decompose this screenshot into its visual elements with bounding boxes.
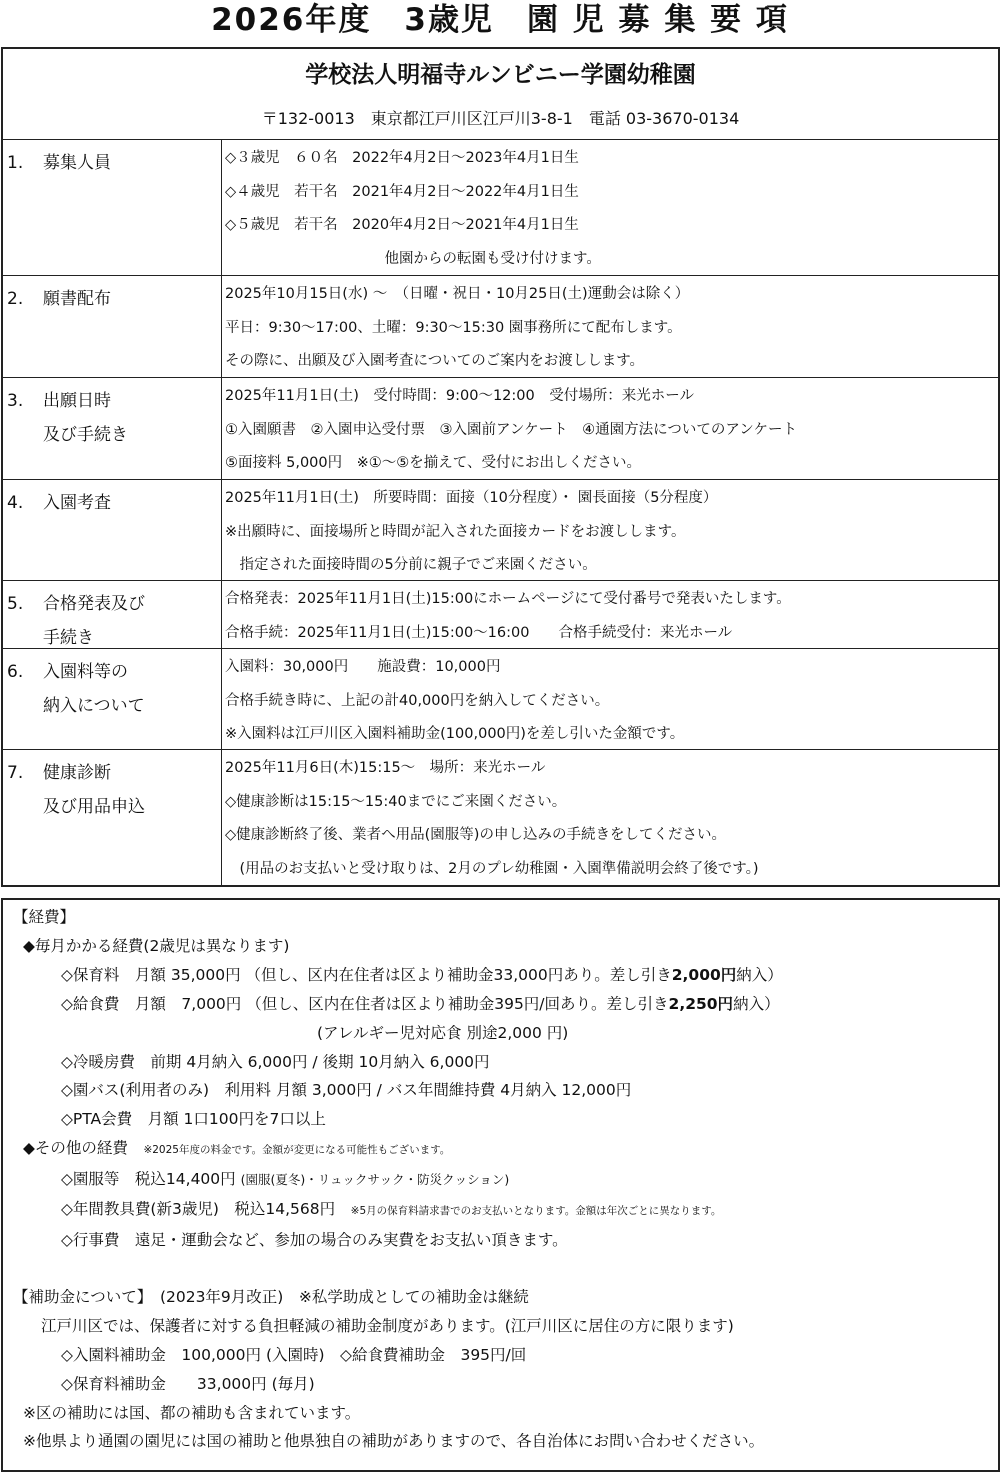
subsidy-line-2: ◇保育料補助金 33,000円 (毎月) [61,1374,315,1393]
school-address: 〒132-0013 東京都江戸川区江戸川3-8-1 電話 03-3670-0134 [261,109,740,128]
section-number: 1. [7,153,24,173]
page-title: 2026年度 3歳児 園 児 募 集 要 項 [211,2,789,38]
monthly-expenses-title: ◆毎月かかる経費(2歳児は異なります) [23,936,290,955]
section-label: 願書配布 [43,289,111,309]
section-content: 2025年11月6日(木)15:15～ 場所：来光ホール ◇健康診断は15:15～15:40までにご来園ください。 ◇健康診断終了後、業者へ用品(園服等)の申し込みの手続きをしてください。 (用品のお支払いと受け取りは、2月のプレ幼稚園・入園準備説明会終了後です。) [225,760,759,877]
section-label: 合格発表及び 手続き [43,594,145,648]
other-expenses-title: ◆その他の経費 ※2025年度の料金です。金額が変更になる可能性もございます。 [23,1139,451,1158]
section-recruitment [3,140,998,276]
section-number: 2. [7,289,24,309]
school-name: 学校法人明福寺ルンビニー学園幼稚園 [305,62,696,88]
heating-fee-line: ◇冷暖房費 前期 4月納入 6,000円 / 後期 10月納入 6,000円 [61,1052,490,1071]
admission-table [1,47,1000,887]
subsidy-title: 【補助金について】 (2023年9月改正) ※私学助成としての補助金は継続 [13,1287,529,1306]
section-label: 出願日時 及び手続き [43,391,128,445]
pta-fee-line: ◇PTA会費 月額 1口100円を7口以上 [61,1110,326,1129]
lunch-fee-line: ◇給食費 月額 7,000円 （但し、区内在住者は区より補助金395円/回あり。差し引き2,250円納入） [61,994,780,1013]
section-entrance-exam [3,480,998,581]
materials-fee-line: ◇年間教具費(新3歳児) 税込14,568円 ※5月の保育料請求書でのお支払いとなります。金額は年次ごとに異なります。 [61,1200,722,1219]
tuition-line: ◇保育料 月額 35,000円 （但し、区内在住者は区より補助金33,000円あり。差し引き2,000円納入） [61,965,783,984]
subsidy-note-1: ※区の補助には国、都の補助も含まれています。 [23,1403,361,1422]
section-content: 入園料：30,000円 施設費：10,000円 合格手続き時に、上記の計40,000円を納入してください。 ※入園料は江戸川区入園料補助金(100,000円)を差し引いた金額です。 [225,659,685,742]
section-number: 3. [7,391,24,411]
section-number: 6. [7,662,24,682]
subsidy-line-1: ◇入園料補助金 100,000円 (入園時) ◇給食費補助金 395円/回 [61,1345,527,1364]
section-label: 入園料等の 納入について [43,662,145,716]
section-content: 2025年11月1日(土) 所要時間：面接（10分程度）・ 園長面接（5分程度） ※出願時に、面接場所と時間が記入された面接カードをお渡しします。 指定された面接時間の5分前に親子でご来園ください。 [225,490,718,573]
section-label: 入園考査 [43,493,111,513]
uniform-fee-line: ◇園服等 税込14,400円 (園服(夏冬)・リュックサック・防災クッション) [61,1170,510,1189]
section-content: 合格発表：2025年11月1日(土)15:00にホームページにて受付番号で発表いたします。 合格手続：2025年11月1日(土)15:00～16:00 合格手続受付：来光ホール [225,591,791,641]
bus-fee-line: ◇園バス(利用者のみ) 利用料 月額 3,000円 / バス年間維持費 4月納入 12,000円 [61,1081,632,1100]
school-header [3,49,998,140]
event-fee-line: ◇行事費 遠足・運動会など、参加の場合のみ実費をお支払い頂きます。 [61,1230,568,1249]
section-health-check [3,750,998,885]
expenses-box [1,898,1000,1472]
allergy-note: (アレルギー児対応食 別途2,000 円) [317,1023,569,1042]
subsidy-intro: 江戸川区では、保護者に対する負担軽減の補助金制度があります。(江戸川区に居住の方に限ります) [41,1316,734,1335]
section-label: 健康診断 及び用品申込 [43,763,145,817]
section-application-distribution [3,276,998,378]
expenses-header: 【経費】 [13,908,76,926]
section-number: 4. [7,493,24,513]
section-content: 2025年10月15日(水) ～ （日曜・祝日・10月25日(土)運動会は除く） 平日：9:30～17:00、土曜：9:30～15:30 園事務所にて配布します。 その際に、出願及び入園考査についてのご案内をお渡しします。 [225,286,690,369]
subsidy-note-2: ※他県より通園の園児には国の補助と他県独自の補助がありますので、各自治体にお問い合わせください。 [23,1432,765,1451]
section-results [3,581,998,649]
section-content: ◇３歳児 ６０名 2022年4月2日～2023年4月1日生 ◇４歳児 若干名 2021年4月2日～2022年4月1日生 ◇５歳児 若干名 2020年4月2日～2021年4月1日生 他園からの転園も受け付けます。 [225,150,601,267]
section-application-procedure [3,378,998,480]
section-fees [3,649,998,750]
section-label: 募集人員 [43,153,111,173]
section-content: 2025年11月1日(土) 受付時間：9:00～12:00 受付場所：来光ホール ①入園願書 ②入園申込受付票 ③入園前アンケート ④通園方法についてのアンケート ⑤面接料 5,000円 ※①～⑤を揃えて、受付にお出しください。 [225,388,797,471]
section-number: 5. [7,594,24,614]
section-number: 7. [7,763,24,783]
